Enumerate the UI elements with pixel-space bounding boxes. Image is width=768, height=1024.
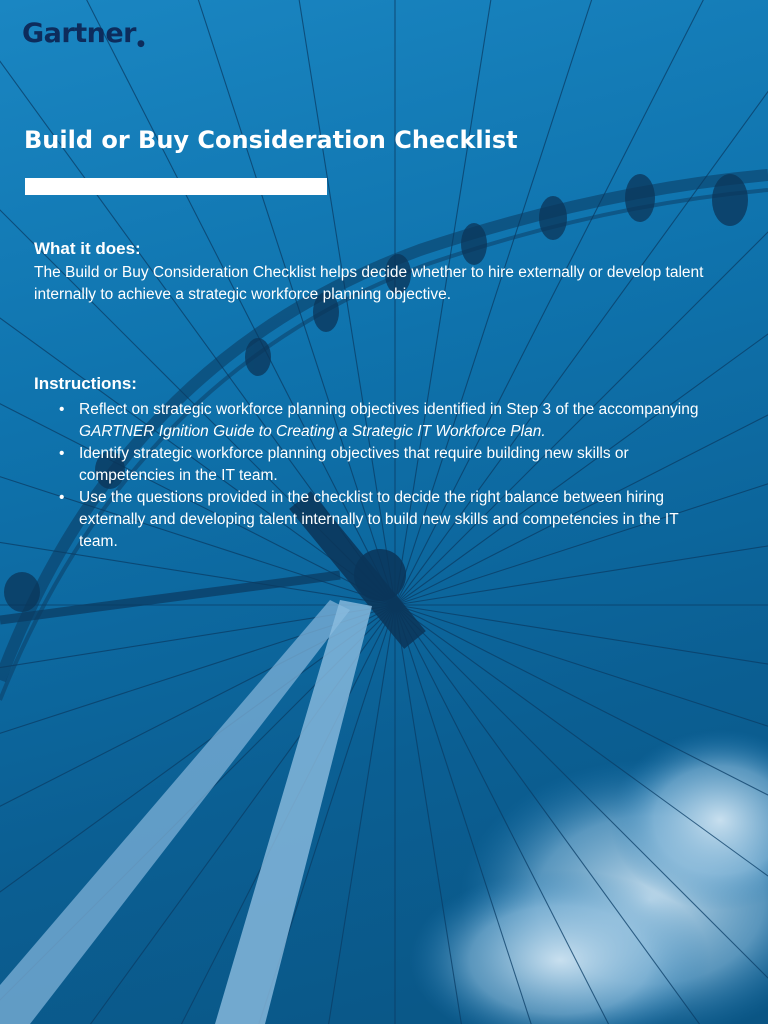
gartner-logo-text: Gartner xyxy=(22,18,136,49)
logo-dot-icon: ● xyxy=(136,39,145,49)
instruction-1-guide-title: GARTNER Ignition Guide to Creating a Strategic IT Workforce Plan. xyxy=(79,423,546,440)
what-it-does-heading: What it does: xyxy=(34,239,141,258)
instruction-item-1 xyxy=(79,399,714,443)
gartner-logo xyxy=(22,18,144,49)
title-underline-bar xyxy=(25,178,327,195)
instruction-item-2: • Identify strategic workforce planning objectives that require building new skills or competencies in the IT team. xyxy=(79,443,714,487)
wheel-spoke xyxy=(395,605,768,746)
instruction-1-text: Reflect on strategic workforce planning objectives identified in Step 3 of the accompanying xyxy=(79,401,699,418)
what-it-does-body: The Build or Buy Consideration Checklist helps decide whether to hire externally or develop talent internally to achieve a strategic workforce planning objective. xyxy=(34,264,704,303)
instructions-list xyxy=(34,399,714,553)
instructions-section xyxy=(34,373,714,553)
page-title: Build or Buy Consideration Checklist xyxy=(24,126,518,154)
instructions-heading: Instructions: xyxy=(34,374,137,393)
what-it-does-section xyxy=(34,238,714,306)
instruction-item-3: • Use the questions provided in the checklist to decide the right balance between hiring externally and developing talent internally to build new skills and competencies in the IT team. xyxy=(79,487,714,553)
